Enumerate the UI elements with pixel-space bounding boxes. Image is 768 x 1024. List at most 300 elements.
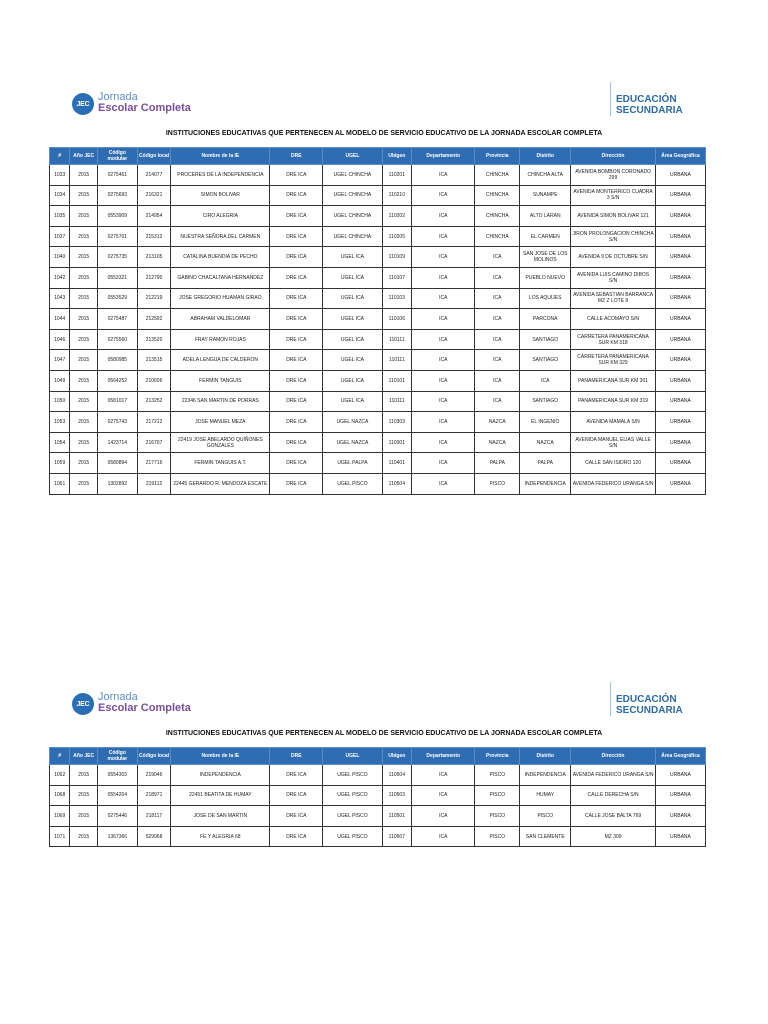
cell-local-code: 219046 [137,765,171,786]
cell-district: SAN CLEMENTE [520,826,571,847]
column-header-province: Provincia [475,748,520,765]
cell-dre: DRE ICA [270,370,323,391]
cell-ugel: UGEL CHINCHA [323,206,382,227]
cell-year: 2015 [70,350,98,371]
jec-logo-line2: Escolar Completa [98,702,191,714]
cell-district: HUMAY [520,785,571,806]
cell-row-number: 1059 [50,453,70,474]
table-header-row [50,148,706,165]
cell-dre: DRE ICA [270,329,323,350]
cell-address: PANAMERICANA SUR KM 301 [571,370,656,391]
edu-logo-line2: SECUNDARIA [616,105,683,116]
cell-address: CALLE DERECHA S/N [571,785,656,806]
cell-local-code: 213520 [137,329,171,350]
column-header-area: Área Geográfica [655,748,705,765]
cell-district: INDEPENDENCIA [520,473,571,494]
cell-row-number: 1033 [50,165,70,186]
cell-department: ICA [412,370,475,391]
column-header-department: Departamento [412,148,475,165]
cell-address: AVENIDA MAMALA S/N [571,412,656,433]
cell-province: CHINCHA [475,206,520,227]
cell-dre: DRE ICA [270,473,323,494]
cell-ubigeo: 110106 [382,309,412,330]
cell-local-code: 217716 [137,453,171,474]
cell-address: CALLE SAN ISIDRO 120 [571,453,656,474]
cell-school-name: FERMIN TANGUIS A.T. [171,453,270,474]
cell-district: PUEBLO NUEVO [520,267,571,288]
cell-ubigeo: 110301 [382,432,412,453]
cell-area: URBANA [655,391,705,412]
cell-ubigeo: 110503 [382,785,412,806]
cell-year: 2015 [70,473,98,494]
cell-school-name: INDEPENDENCIA [171,765,270,786]
cell-local-code: 214077 [137,165,171,186]
cell-ubigeo: 110111 [382,391,412,412]
cell-ubigeo: 110202 [382,206,412,227]
cell-modular-code: 0275735 [97,247,137,268]
cell-province: PISCO [475,806,520,827]
cell-year: 2015 [70,826,98,847]
cell-area: URBANA [655,288,705,309]
cell-area: URBANA [655,412,705,433]
cell-department: ICA [412,432,475,453]
logo-divider [610,82,611,116]
cell-row-number: 1053 [50,412,70,433]
cell-school-name: 22346 SAN MARTIN DE PORRAS [171,391,270,412]
cell-area: URBANA [655,350,705,371]
cell-dre: DRE ICA [270,806,323,827]
cell-area: URBANA [655,826,705,847]
cell-address: AVENIDA FEDERICO URANGA S/N [571,765,656,786]
cell-modular-code: 0580894 [97,453,137,474]
table-row [50,826,706,847]
cell-department: ICA [412,412,475,433]
cell-district: NAZCA [520,432,571,453]
cell-district: PALPA [520,453,571,474]
cell-district: SUNAMPE [520,185,571,206]
cell-school-name: CATALINA BUENDIA DE PECHO [171,247,270,268]
cell-year: 2015 [70,806,98,827]
cell-school-name: NUESTRA SEÑORA DEL CARMEN [171,226,270,247]
column-header-address: Dirección [571,148,656,165]
cell-dre: DRE ICA [270,391,323,412]
cell-district: SANTIAGO [520,391,571,412]
cell-department: ICA [412,329,475,350]
cell-ubigeo: 110210 [382,185,412,206]
column-header-ubigeo: Ubigeo [382,148,412,165]
cell-ugel: UGEL ICA [323,391,382,412]
cell-department: ICA [412,267,475,288]
column-header-modular-code: Código modular [97,748,137,765]
cell-modular-code: 0275743 [97,412,137,433]
cell-modular-code: 0554303 [97,765,137,786]
cell-address: AVENIDA SIMON BOLIVAR 121 [571,206,656,227]
table-row [50,785,706,806]
cell-area: URBANA [655,473,705,494]
cell-province: NAZCA [475,432,520,453]
cell-row-number: 1050 [50,391,70,412]
column-header-school-name: Nombre de la IE [171,148,270,165]
cell-school-name: ADELA LENGUA DE CALDERON [171,350,270,371]
cell-row-number: 1044 [50,309,70,330]
cell-row-number: 1037 [50,226,70,247]
cell-province: ICA [475,350,520,371]
column-header-year: Año JEC [70,748,98,765]
cell-year: 2015 [70,309,98,330]
column-header-row-number: # [50,748,70,765]
cell-ubigeo: 110507 [382,826,412,847]
cell-dre: DRE ICA [270,765,323,786]
cell-local-code: 215312 [137,226,171,247]
cell-local-code: 213252 [137,391,171,412]
cell-row-number: 1069 [50,806,70,827]
table-row [50,453,706,474]
cell-modular-code: 1423714 [97,432,137,453]
cell-row-number: 1034 [50,185,70,206]
cell-area: URBANA [655,267,705,288]
cell-modular-code: 0553529 [97,288,137,309]
cell-local-code: 218971 [137,785,171,806]
cell-dre: DRE ICA [270,185,323,206]
cell-local-code: 212592 [137,309,171,330]
cell-department: ICA [412,165,475,186]
cell-ugel: UGEL PISCO [323,785,382,806]
cell-local-code: 216321 [137,185,171,206]
logo-divider [610,682,611,716]
cell-area: URBANA [655,185,705,206]
cell-school-name: JOSE DE SAN MARTIN [171,806,270,827]
cell-ugel: UGEL PISCO [323,473,382,494]
cell-province: ICA [475,288,520,309]
cell-dre: DRE ICA [270,247,323,268]
cell-year: 2015 [70,765,98,786]
cell-modular-code: 0275693 [97,185,137,206]
table-row [50,370,706,391]
cell-department: ICA [412,206,475,227]
cell-ugel: UGEL PISCO [323,806,382,827]
cell-province: CHINCHA [475,185,520,206]
cell-ubigeo: 110101 [382,370,412,391]
cell-dre: DRE ICA [270,826,323,847]
cell-row-number: 1042 [50,267,70,288]
cell-school-name: 22451 BEATITA DE HUMAY [171,785,270,806]
cell-address: CALLE ACOMAYO S/N [571,309,656,330]
cell-department: ICA [412,226,475,247]
cell-department: ICA [412,785,475,806]
cell-year: 2015 [70,165,98,186]
cell-school-name: GABINO CHACALTANA HERNANDEZ [171,267,270,288]
cell-province: ICA [475,309,520,330]
cell-ubigeo: 110205 [382,226,412,247]
cell-dre: DRE ICA [270,267,323,288]
cell-department: ICA [412,309,475,330]
cell-province: PISCO [475,765,520,786]
table-row [50,765,706,786]
cell-department: ICA [412,391,475,412]
cell-district: PARCONA [520,309,571,330]
cell-year: 2015 [70,267,98,288]
cell-year: 2015 [70,370,98,391]
table-row [50,329,706,350]
cell-modular-code: 0580985 [97,350,137,371]
cell-row-number: 1043 [50,288,70,309]
cell-area: URBANA [655,370,705,391]
table-row [50,288,706,309]
cell-department: ICA [412,288,475,309]
column-header-modular-code: Código modular [97,148,137,165]
cell-ubigeo: 110303 [382,412,412,433]
cell-school-name: ABRAHAM VALDELOMAR [171,309,270,330]
column-header-local-code: Código local [137,148,171,165]
cell-area: URBANA [655,432,705,453]
table-row [50,806,706,827]
cell-local-code: 212790 [137,267,171,288]
cell-row-number: 1035 [50,206,70,227]
cell-district: SANTIAGO [520,350,571,371]
cell-school-name: FRAY RAMON ROJAS [171,329,270,350]
cell-address: CALLE JOSE BALTA 769 [571,806,656,827]
cell-province: ICA [475,391,520,412]
cell-province: PISCO [475,826,520,847]
cell-province: ICA [475,329,520,350]
cell-department: ICA [412,247,475,268]
cell-ugel: UGEL ICA [323,267,382,288]
table-row [50,473,706,494]
cell-area: URBANA [655,226,705,247]
cell-ugel: UGEL NAZCA [323,412,382,433]
cell-dre: DRE ICA [270,412,323,433]
cell-ugel: UGEL PISCO [323,765,382,786]
cell-district: ICA [520,370,571,391]
cell-school-name: JOSE MANUEL MEZA [171,412,270,433]
table-row [50,247,706,268]
column-header-dre: DRE [270,148,323,165]
table-row [50,412,706,433]
cell-province: CHINCHA [475,165,520,186]
cell-district: LOS AQUIJES [520,288,571,309]
cell-ugel: UGEL PISCO [323,826,382,847]
cell-row-number: 1068 [50,785,70,806]
cell-department: ICA [412,185,475,206]
cell-ugel: UGEL CHINCHA [323,185,382,206]
column-header-dre: DRE [270,748,323,765]
cell-dre: DRE ICA [270,206,323,227]
cell-local-code: 529968 [137,826,171,847]
cell-year: 2015 [70,247,98,268]
cell-modular-code: 1367366 [97,826,137,847]
cell-department: ICA [412,453,475,474]
cell-local-code: 218117 [137,806,171,827]
cell-dre: DRE ICA [270,785,323,806]
edu-logo-line1: EDUCACIÓN [616,694,677,705]
jec-logo-line1: Jornada [98,91,138,103]
cell-address: JIRON PROLONGACION CHINCHA S/N [571,226,656,247]
cell-dre: DRE ICA [270,350,323,371]
cell-row-number: 1062 [50,765,70,786]
institutions-table [49,747,706,847]
cell-school-name: 22445 GERARDO R. MENDOZA ESCATE [171,473,270,494]
cell-school-name: FERMIN TANGUIS [171,370,270,391]
jec-logo-line1: Jornada [98,691,138,703]
cell-ugel: UGEL ICA [323,309,382,330]
column-header-department: Departamento [412,748,475,765]
column-header-ugel: UGEL [323,748,382,765]
cell-ugel: UGEL CHINCHA [323,165,382,186]
table-row [50,267,706,288]
column-header-area: Área Geográfica [655,148,705,165]
cell-local-code: 213515 [137,350,171,371]
cell-year: 2015 [70,391,98,412]
cell-area: URBANA [655,785,705,806]
table-row [50,206,706,227]
cell-ubigeo: 110103 [382,288,412,309]
jec-logo-line2: Escolar Completa [98,102,191,114]
cell-area: URBANA [655,453,705,474]
cell-row-number: 1047 [50,350,70,371]
column-header-ugel: UGEL [323,148,382,165]
cell-row-number: 1049 [50,370,70,391]
table-row [50,185,706,206]
document-title: INSTITUCIONES EDUCATIVAS QUE PERTENECEN AL MODELO DE SERVICIO EDUCATIVO DE LA JORNADA ESCOLAR COMPLETA [165,130,603,137]
cell-area: URBANA [655,309,705,330]
cell-year: 2015 [70,432,98,453]
cell-ubigeo: 110107 [382,267,412,288]
cell-address: AVENIDA FEDERICO URANGA S/N [571,473,656,494]
cell-row-number: 1071 [50,826,70,847]
column-header-year: Año JEC [70,148,98,165]
cell-modular-code: 0553909 [97,206,137,227]
cell-year: 2015 [70,206,98,227]
cell-province: NAZCA [475,412,520,433]
table-row [50,350,706,371]
cell-local-code: 214954 [137,206,171,227]
cell-local-code: 212219 [137,288,171,309]
cell-area: URBANA [655,765,705,786]
cell-address: PANAMERICANA SUR KM 319 [571,391,656,412]
cell-school-name: FE Y ALEGRIA 68 [171,826,270,847]
cell-area: URBANA [655,806,705,827]
cell-modular-code: 1302892 [97,473,137,494]
cell-department: ICA [412,350,475,371]
cell-area: URBANA [655,247,705,268]
cell-row-number: 1061 [50,473,70,494]
jec-badge-icon: JEC [72,693,94,715]
cell-modular-code: 0564252 [97,370,137,391]
cell-ugel: UGEL CHINCHA [323,226,382,247]
column-header-school-name: Nombre de la IE [171,748,270,765]
cell-local-code: 213105 [137,247,171,268]
column-header-local-code: Código local [137,748,171,765]
cell-address: AVENIDA LUIS CAMINO DIBOS S/N [571,267,656,288]
cell-district: EL CARMEN [520,226,571,247]
column-header-address: Dirección [571,748,656,765]
cell-ugel: UGEL NAZCA [323,432,382,453]
cell-province: CHINCHA [475,226,520,247]
cell-ubigeo: 110111 [382,350,412,371]
cell-ugel: UGEL PALPA [323,453,382,474]
column-header-row-number: # [50,148,70,165]
column-header-province: Provincia [475,148,520,165]
jec-badge-icon: JEC [72,93,94,115]
column-header-district: Distrito [520,748,571,765]
cell-modular-code: 0275487 [97,309,137,330]
cell-dre: DRE ICA [270,165,323,186]
cell-district: INDEPENDENCIA [520,765,571,786]
cell-ubigeo: 110401 [382,453,412,474]
table-header-row [50,748,706,765]
cell-address: MZ 309 [571,826,656,847]
cell-district: CHINCHA ALTA [520,165,571,186]
edu-logo-line2: SECUNDARIA [616,705,683,716]
edu-logo-line1: EDUCACIÓN [616,94,677,105]
cell-district: ALTO LARAN [520,206,571,227]
cell-local-code: 219112 [137,473,171,494]
cell-modular-code: 0275461 [97,165,137,186]
cell-ubigeo: 110504 [382,473,412,494]
cell-district: EL INGENIO [520,412,571,433]
cell-address: AVENIDA MANUEL ELIAS VALLE S/N [571,432,656,453]
cell-ugel: UGEL ICA [323,370,382,391]
cell-dre: DRE ICA [270,288,323,309]
cell-school-name: JOSE GREGORIO HUAMAN GIRAO [171,288,270,309]
cell-school-name: PROCERES DE LA INDEPENDENCIA [171,165,270,186]
cell-province: PALPA [475,453,520,474]
cell-department: ICA [412,473,475,494]
cell-school-name: CIRO ALEGRIA [171,206,270,227]
column-header-district: Distrito [520,148,571,165]
cell-area: URBANA [655,329,705,350]
cell-ugel: UGEL ICA [323,329,382,350]
cell-address: AVENIDA BOMBON CORONADO 299 [571,165,656,186]
cell-modular-code: 0275446 [97,806,137,827]
cell-department: ICA [412,806,475,827]
cell-province: ICA [475,267,520,288]
cell-address: CARRETERA PANAMERICANA SUR KM 318 [571,329,656,350]
cell-local-code: 216707 [137,432,171,453]
cell-ugel: UGEL ICA [323,288,382,309]
cell-year: 2015 [70,226,98,247]
cell-address: AVENIDA MONTERRICO CUADRA 3 S/N [571,185,656,206]
column-header-ubigeo: Ubigeo [382,748,412,765]
table-row [50,309,706,330]
table-row [50,391,706,412]
cell-modular-code: 0553321 [97,267,137,288]
cell-dre: DRE ICA [270,226,323,247]
table-row [50,432,706,453]
cell-department: ICA [412,765,475,786]
cell-year: 2015 [70,329,98,350]
cell-ubigeo: 110201 [382,165,412,186]
cell-ugel: UGEL ICA [323,350,382,371]
cell-dre: DRE ICA [270,432,323,453]
cell-modular-code: 0554204 [97,785,137,806]
cell-school-name: SIMON BOLIVAR [171,185,270,206]
cell-province: PISCO [475,785,520,806]
cell-address: AVENIDA SEBASTIAN BARRANCA MZ Z LOTE 8 [571,288,656,309]
cell-year: 2015 [70,785,98,806]
cell-year: 2015 [70,185,98,206]
cell-ubigeo: 110501 [382,806,412,827]
cell-ubigeo: 110109 [382,247,412,268]
cell-department: ICA [412,826,475,847]
cell-district: SANTIAGO [520,329,571,350]
cell-area: URBANA [655,206,705,227]
cell-ugel: UGEL ICA [323,247,382,268]
cell-province: ICA [475,247,520,268]
cell-dre: DRE ICA [270,309,323,330]
institutions-table [49,147,706,495]
cell-year: 2015 [70,288,98,309]
